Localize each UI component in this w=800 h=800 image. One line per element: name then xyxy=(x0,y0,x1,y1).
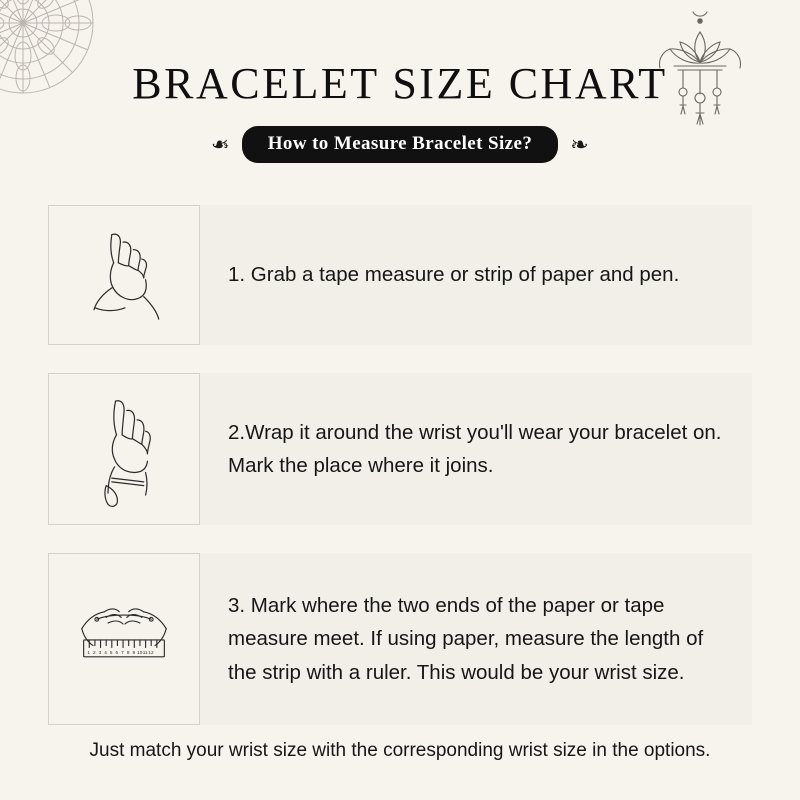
svg-text:2: 2 xyxy=(93,650,96,656)
svg-text:10: 10 xyxy=(137,650,143,656)
svg-text:6: 6 xyxy=(115,650,119,656)
hand-with-tape-measure-icon xyxy=(48,205,200,345)
svg-text:7: 7 xyxy=(121,650,124,656)
svg-text:1: 1 xyxy=(87,650,91,656)
step-text: 3. Mark where the two ends of the paper or tape measure meet. If using paper, measure the length of the strip with a ruler. This would be your wrist size. xyxy=(228,594,704,684)
svg-text:5: 5 xyxy=(109,650,113,656)
steps-list xyxy=(0,205,800,753)
subtitle-row xyxy=(0,126,800,163)
svg-text:9: 9 xyxy=(132,650,136,656)
footer-note: Just match your wrist size with the corresponding wrist size in the options. xyxy=(89,740,711,761)
svg-text:4: 4 xyxy=(104,650,107,656)
svg-text:11: 11 xyxy=(142,650,148,656)
svg-text:3: 3 xyxy=(98,650,102,656)
step-text: 2.Wrap it around the wrist you'll wear your bracelet on. Mark the place where it joins. xyxy=(228,420,722,477)
flourish-left-icon: ❧ xyxy=(211,131,230,157)
subtitle-badge: How to Measure Bracelet Size? xyxy=(242,126,559,163)
svg-text:8: 8 xyxy=(126,650,130,656)
step-row xyxy=(48,373,752,525)
flourish-right-icon: ❧ xyxy=(570,131,589,157)
step-text: 1. Grab a tape measure or strip of paper and pen. xyxy=(228,263,680,287)
hands-measuring-with-ruler-icon xyxy=(48,553,200,725)
hand-wrapping-wrist-icon xyxy=(48,373,200,525)
svg-text:12: 12 xyxy=(148,650,154,656)
step-row xyxy=(48,205,752,345)
step-row xyxy=(48,553,752,725)
page-title: BRACELET SIZE CHART xyxy=(132,59,668,108)
